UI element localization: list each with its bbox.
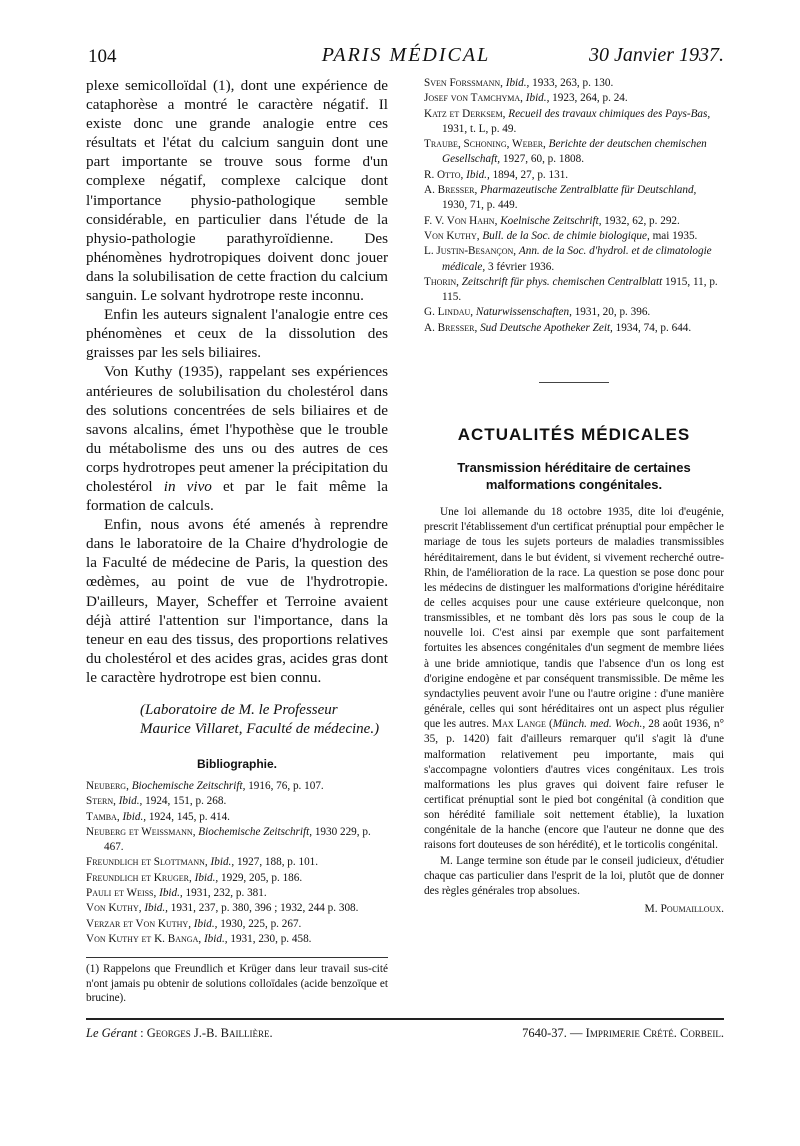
ref-journal: Biochemische Zeitschrift, [198,825,313,838]
reference-entry [424,229,724,244]
ref-journal: Ibid., [466,168,490,181]
ref-author: R. Otto, [424,168,464,181]
ref-author: F. V. Von Hahn, [424,214,498,227]
ref-author: Traube, Schoning, Weber, [424,138,546,151]
reference-entry [424,321,724,336]
reference-entry [424,76,724,91]
issue-date: 30 Janvier 1937. [589,44,724,66]
ref-journal: Bull. de la Soc. de chimie biologique, [482,229,650,242]
right-column [424,76,724,915]
bibliography-entry [86,932,388,947]
paragraph: Enfin, nous avons été amenés à reprendre dans le laboratoire de la Chaire d'hydrologie de la Faculté de médecine de Paris, la question des œdèmes, au point de vue de l'hydrotropie. D'ailleurs, Mayer, Scheffer et Terroine avaient déjà attiré l'attention sur l'importance, dans la teneur en eau des tissus, des proportions relatives du cholestérol et des acides gras, acides gras dont le caractère hydrotrope est bien connu. [86,516,388,686]
ref-details: 1927, 188, p. 101. [234,856,319,869]
footer-label: Le Gérant [86,1026,138,1040]
reference-entry [424,137,724,168]
bibliography-list [86,779,388,947]
section-divider [539,382,609,383]
cited-journal: Münch. med. Woch., [552,718,646,731]
ref-author: Von Kuthy et K. Banga, [86,932,202,945]
article-title: Transmission héréditaire de certaines malformations congénitales. [457,460,691,493]
bibliography-entry [86,794,388,809]
ref-details: 1931, 237, p. 380, 396 ; 1932, 244 p. 308. [167,902,359,915]
ref-author: Tamba, [86,810,120,823]
reference-entry [424,244,724,275]
text-run: et par le fait même la formation de calculs. [86,477,388,515]
ref-journal: Biochemische Zeitschrift, [131,780,246,792]
bibliography-entry [86,810,388,825]
ref-details: 1916, 76, p. 107. [245,780,324,792]
ref-journal: Ibid., [194,871,219,884]
paragraph [86,362,388,515]
ref-details: 1930, 71, p. 449. [442,199,518,212]
ref-author: Verzar et Von Kuthy, [86,917,191,930]
journal-title: PARIS MÉDICAL [321,44,491,66]
ref-journal: Ibid., [210,856,235,869]
article-paragraph: M. Lange termine son étude par le conseil judicieux, d'étudier chaque cas particulier dans l'esprit de la loi, plutôt que de donner des règles générales trop absolues. [424,854,724,897]
ref-author: A. Bresser, [424,184,478,197]
ref-details: 1894, 27, p. 131. [489,168,569,181]
paragraph: plexe semicolloïdal (1), dont une expérience de cataphorèse a montré le caractère négatif. Il existe donc une grande analogie entre ces résultats et l'état du calcium sanguin dont une part importante se trouve sous forme d'un complexe négatif, complexe calcique dont l'importance physio-pathologique semble considérable, en particulier dans l'étude de la physio-pathologie parathyroïdienne. Des phénomènes hydrotropiques doivent donc jouer dans la solubilisation de cette fraction du calcium sanguin. Le solvant hydrotrope reste inconnu. [86,77,388,305]
ref-journal: Zeitschrift für phys. chemischen Centralblatt [461,275,663,288]
ref-details: 1930, 225, p. 267. [217,917,302,930]
ref-details: 1931, 232, p. 381. [182,887,267,900]
ref-journal: Ibid., [193,917,218,930]
manager-name: : Georges J.-B. Baillière. [137,1026,273,1040]
ref-details: 1931, t. L, p. 49. [442,122,517,135]
ref-author: G. Lindau, [424,306,474,319]
footer-printer: 7640-37. — Imprimerie Crété. Corbeil. [522,1026,724,1040]
ref-journal: Ibid., [159,887,183,900]
ref-journal: Ibid., [203,932,228,945]
bibliography-entry [86,886,388,901]
left-column [86,76,388,1006]
ref-journal: Ann. de la Soc. d'hydrol. et de climatologie médicale, [442,245,712,273]
ref-author: Stern, [86,795,116,808]
ref-journal: Ibid., [505,77,530,89]
ref-author: L. Justin-Besançon, [424,245,517,258]
ref-author: Katz et Derksem, [424,107,506,120]
ref-journal: Ibid., [144,902,168,915]
laboratory-signature: (Laboratoire de M. le Professeur Maurice Villaret, Faculté de médecine.) [140,702,380,737]
ref-author: Neuberg et Weissmann, [86,825,196,838]
text-run-italic: in vivo [163,477,212,495]
bibliography-entry [86,779,388,794]
page-header [88,44,724,74]
reference-entry [424,91,724,106]
cited-author: Max Lange [492,718,546,731]
ref-details: 1923, 264, p. 24. [549,92,628,105]
paragraph: Enfin les auteurs signalent l'analogie entre ces phénomènes et ceux de la dissolution des graisses par les sels biliaires. [86,306,388,362]
article-author: M. Poumailloux. [644,903,724,916]
ref-journal: Ibid., [122,810,147,823]
ref-details: 1931, 230, p. 458. [227,932,312,945]
ref-details: 1931, 20, p. 396. [571,306,651,319]
ref-details: 1924, 151, p. 268. [142,795,227,808]
ref-details: 1930 229, p. 467. [104,825,371,854]
ref-details: 1929, 205, p. 186. [218,871,303,884]
ref-details: 1934, 74, p. 644. [612,321,692,334]
ref-author: Freundlich et Kruger, [86,871,192,884]
footer-rule [86,1018,724,1020]
section-title: ACTUALITÉS MÉDICALES [457,425,691,445]
footnote-divider [86,957,388,958]
ref-author: Thorin, [424,275,459,288]
ref-author: Sven Forssmann, [424,77,503,89]
ref-author: Freundlich et Slottmann, [86,856,208,869]
ref-journal: Sud Deutsche Apotheker Zeit, [480,321,613,334]
bibliography-entry [86,901,388,916]
footnote: (1) Rappelons que Freundlich et Krüger dans leur travail sus-cité n'ont jamais pu obtenir de solutions colloïdales (acide benzoïque et brucine). [86,963,388,1005]
text-run: Von Kuthy (1935), rappelant ses expériences antérieures de solubilisation du cholestérol dans des solutions concentrées de sels biliaires et de savons alcalins, émet l'hypothèse que le trouble du métabolisme des uns ou des autres de ces corps hydrotropes peut amener la précipitation du cholestérol [86,363,388,495]
text-run: Une loi allemande du 18 octobre 1935, dite loi d'eugénie, prescrit l'établissement d'un certificat prénuptial pour empêcher le mariage de tous les sujets porteurs de maladies transmissibles héréditairement, dans le but évident, si vivement recherché outre-Rhin, de l'amélioration de la race. La question se pose donc pour les médecins de distinguer les malformations d'origine héréditaire de celles acquises pour une cause extérieure quelconque, non transmissibles, et ne tombant dès lors pas sous le coup de la nouvelle loi. C'est ainsi par exemple que sont parfaitement fortuites les absences congénitales d'un segment de membre liées à une bride amniotique, tandis que l'absence d'un os long est d'origine endogène et par conséquent transmissible. De même les syndactylies peuvent avoir l'une ou l'autre origine : d'une manière générale, celles qui sont héréditaires ont un aspect plus régulier que les autres. [424,506,724,731]
footer-manager [86,1026,273,1041]
reference-entry [424,107,724,138]
ref-details: 1915, 11, p. 115. [442,275,718,304]
text-run: 28 août 1936, n° 35, p. 1420) fait d'ailleurs remarquer qu'il s'agit là d'une malformation relativement peu importante, mais qui s'accompagne volontiers d'autres vices congénitaux. Les trois malformations les plus graves qui doivent faire refuser le certificat prénuptial sont le pied bot congénital (à condition que son hérédité familiale soit nettement établie), la luxation congénitale de la hanche (encore que l'auteur ne donne que des raisons fort douteuses de son hérédité), et le torticolis congénital. [424,718,724,852]
reference-list [424,76,724,336]
ref-journal: Ibid., [118,795,143,808]
reference-entry [424,183,724,214]
ref-journal: Naturwissenschaften, [475,306,572,319]
reference-entry [424,168,724,183]
bibliography-heading: Bibliographie. [196,757,277,771]
ref-details: 1924, 145, p. 414. [146,810,230,823]
ref-author: Josef von Tamchyma, [424,92,523,105]
reference-entry [424,275,724,306]
article-paragraph [424,505,724,854]
bibliography-entry [86,855,388,870]
reference-entry [424,305,724,320]
ref-author: Von Kuthy, [424,229,480,242]
ref-details: 1933, 263, p. 130. [529,77,614,89]
ref-author: Neuberg, [86,780,129,792]
ref-journal: Pharmazeutische Zentralblatte für Deutschland, [480,184,697,197]
ref-journal: Koelnische Zeitschrift, [500,214,602,227]
bibliography-entry [86,871,388,886]
bibliography-entry [86,917,388,932]
reference-entry [424,214,724,229]
ref-details: 3 février 1936. [485,260,555,273]
bibliography-entry [86,825,388,856]
ref-author: Pauli et Weiss, [86,887,157,900]
page-number: 104 [88,46,117,67]
ref-details: 1932, 62, p. 292. [601,214,680,227]
ref-journal: Ibid., [525,92,550,105]
ref-details: 1927, 60, p. 1808. [500,153,585,166]
ref-author: A. Bresser, [424,321,478,334]
ref-journal: Berichte der deutschen chemischen Gesellschaft, [442,138,707,166]
text-run: ( [545,718,553,731]
ref-details: mai 1935. [649,229,698,242]
ref-author: Von Kuthy, [86,902,142,915]
ref-journal: Recueil des travaux chimiques des Pays-Bas, [508,107,711,120]
